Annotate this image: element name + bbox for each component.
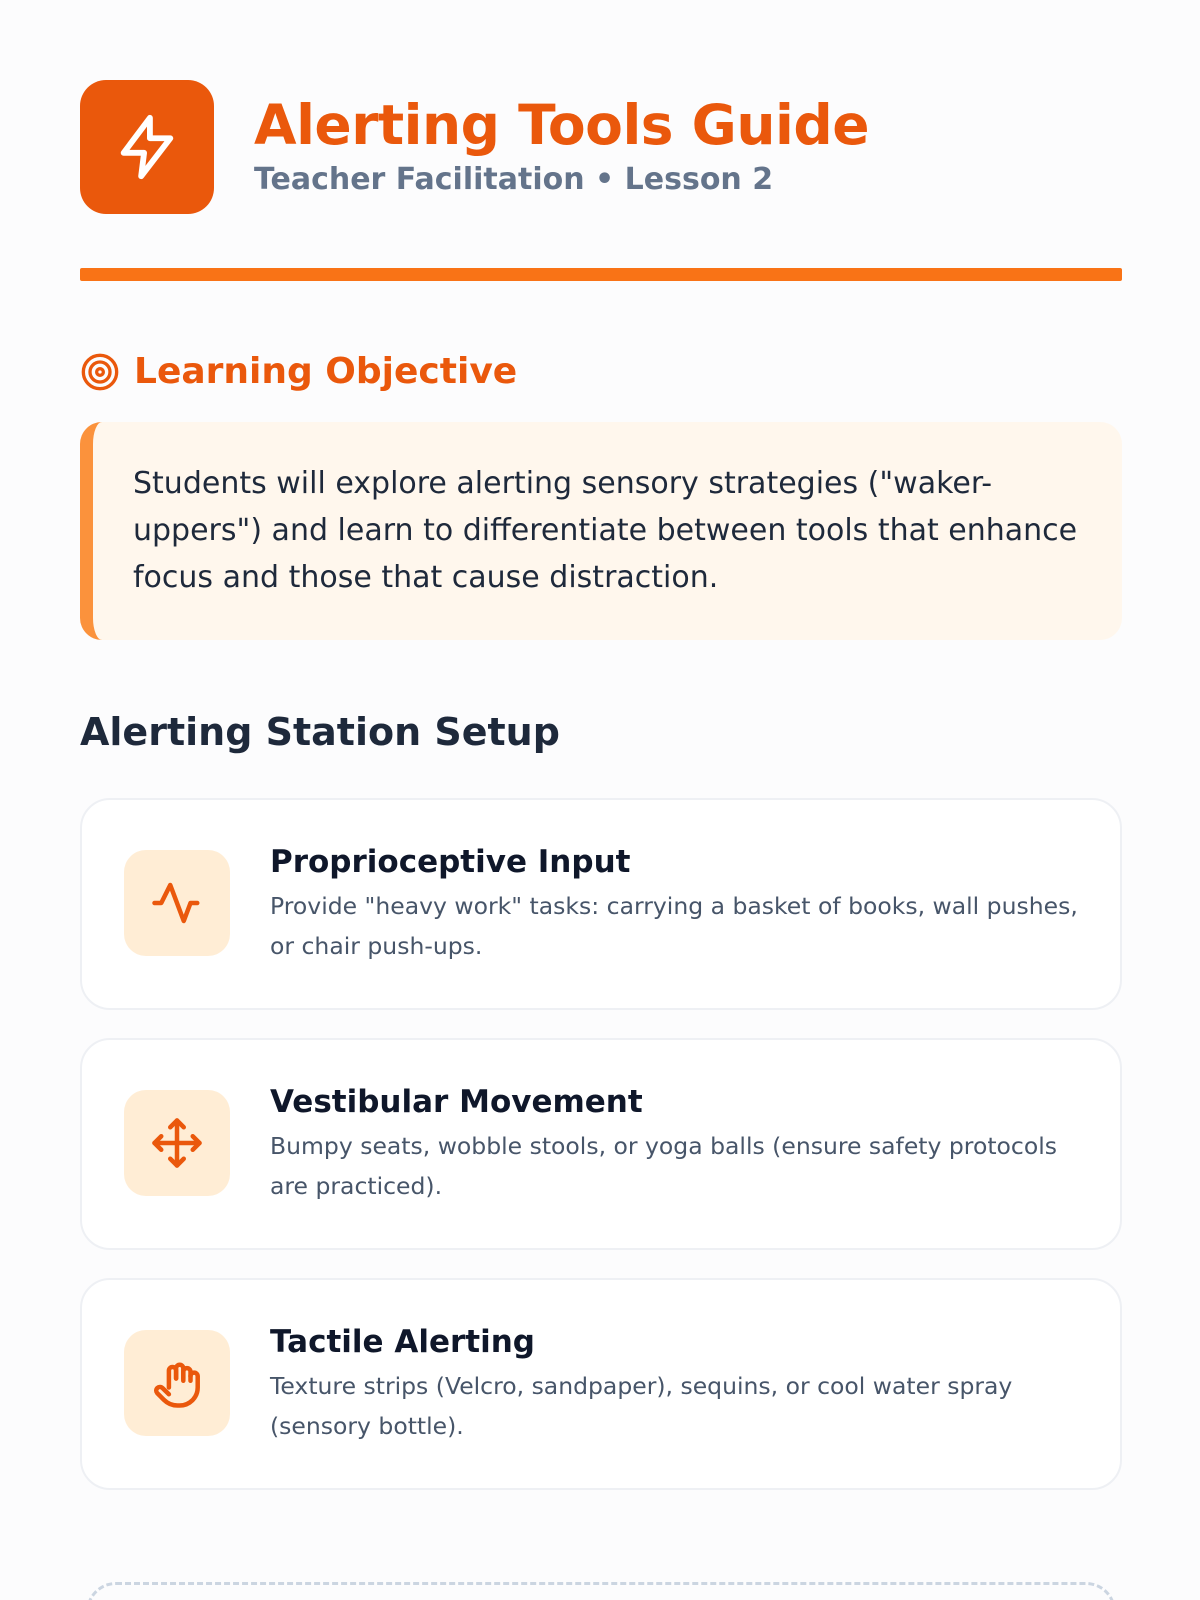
station-card-vestibular	[80, 1038, 1122, 1250]
card-title: Proprioceptive Input	[270, 844, 631, 880]
card-icon-wrap	[124, 1330, 230, 1436]
card-icon-wrap	[124, 850, 230, 956]
station-cards	[80, 798, 1120, 1490]
card-body	[270, 1084, 1080, 1206]
lightning-bolt-icon	[80, 80, 214, 214]
card-title: Vestibular Movement	[270, 1084, 643, 1120]
station-card-tactile	[80, 1278, 1122, 1490]
dashed-panel	[86, 1582, 1116, 1600]
header-text	[254, 92, 870, 198]
card-icon-wrap	[124, 1090, 230, 1196]
card-body	[270, 1324, 1080, 1446]
card-description: Provide "heavy work" tasks: carrying a basket of books, wall pushes, or chair push-ups.	[270, 892, 1078, 960]
move-arrows-icon	[150, 1116, 204, 1170]
station-title: Alerting Station Setup	[80, 710, 560, 754]
objective-label: Learning Objective	[134, 351, 518, 392]
card-description: Texture strips (Velcro, sandpaper), sequins, or cool water spray (sensory bottle).	[270, 1372, 1013, 1440]
hand-icon	[150, 1356, 204, 1410]
page-title: Alerting Tools Guide	[254, 92, 870, 157]
objective-text: Students will explore alerting sensory strategies ("waker-uppers") and learn to differentiate between tools that enhance focus and those that cause distraction.	[133, 466, 1078, 595]
page-subtitle: Teacher Facilitation • Lesson 2	[254, 162, 774, 198]
station-card-proprioceptive	[80, 798, 1122, 1010]
header	[80, 80, 1120, 214]
header-divider	[80, 268, 1122, 281]
card-description: Bumpy seats, wobble stools, or yoga balls (ensure safety protocols are practiced).	[270, 1132, 1057, 1200]
card-title: Tactile Alerting	[270, 1324, 535, 1360]
activity-pulse-icon	[150, 876, 204, 930]
target-icon	[80, 352, 120, 392]
objective-heading	[80, 351, 1120, 392]
objective-box	[80, 422, 1122, 640]
card-body	[270, 844, 1080, 966]
